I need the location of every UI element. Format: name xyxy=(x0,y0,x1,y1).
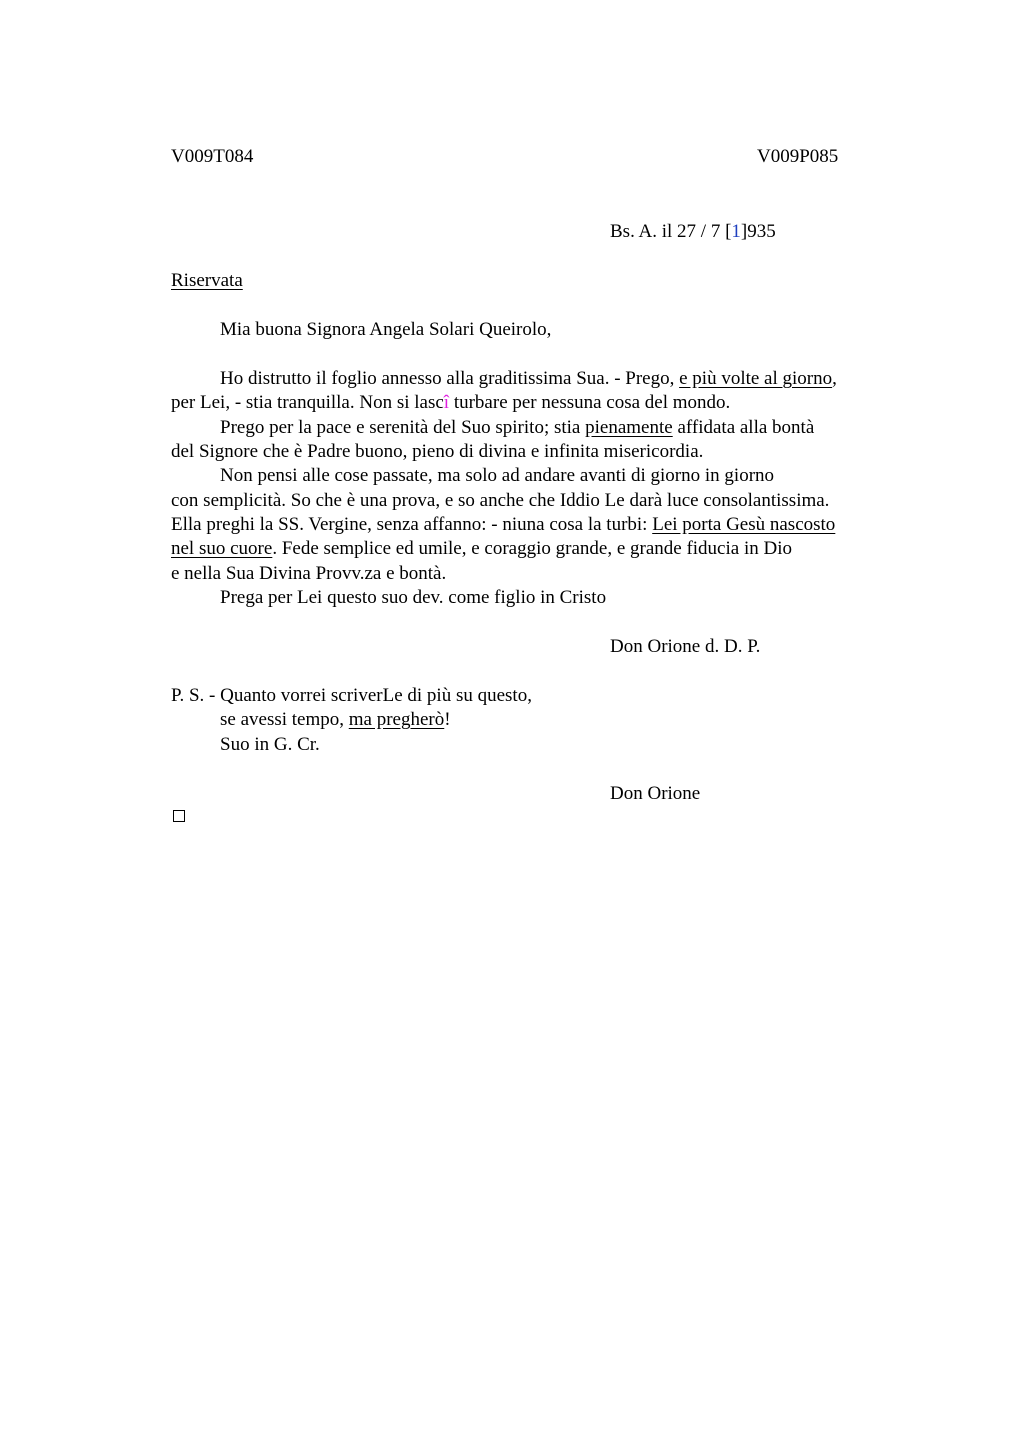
underlined-text: Lei porta Gesù nascosto xyxy=(652,514,836,535)
date-prefix: Bs. A. il 27 / 7 [ xyxy=(610,221,732,242)
date-bracket-digit: 1 xyxy=(731,221,741,242)
document-code-right: V009P085 xyxy=(757,146,839,167)
underlined-text: e più volte al giorno xyxy=(679,368,833,389)
body-line: del Signore che è Padre buono, pieno di divina e infinita misericordia. xyxy=(171,441,704,462)
checkbox-glyph-icon xyxy=(173,810,185,822)
text-span: se avessi tempo, xyxy=(220,709,349,730)
text-span: Ho distrutto il foglio annesso alla graditissima Sua. - Prego, xyxy=(220,368,680,389)
accent-mark: î xyxy=(443,392,450,413)
body-line xyxy=(220,416,814,440)
confidential-label: Riservata xyxy=(171,270,243,291)
body-line: con semplicità. So che è una prova, e so anche che Iddio Le darà luce consolantissima. xyxy=(171,490,830,511)
body-line xyxy=(171,537,792,561)
body-line: Non pensi alle cose passate, ma solo ad andare avanti di giorno in giorno xyxy=(220,465,775,486)
signature: Don Orione d. D. P. xyxy=(610,636,761,657)
document-code-left: V009T084 xyxy=(171,146,254,167)
letter-date xyxy=(610,220,776,244)
text-span: Prego per la pace e serenità del Suo spirito; stia xyxy=(220,417,586,438)
text-span: turbare per nessuna cosa del mondo. xyxy=(449,392,731,413)
body-line xyxy=(171,513,835,537)
body-line xyxy=(220,367,837,391)
body-line: Prega per Lei questo suo dev. come figlio in Cristo xyxy=(220,587,607,608)
text-span: per Lei, - stia tranquilla. Non si lasc xyxy=(171,392,444,413)
postscript-line: Suo in G. Cr. xyxy=(220,734,320,755)
salutation: Mia buona Signora Angela Solari Queirolo, xyxy=(220,319,552,340)
signature-postscript: Don Orione xyxy=(610,783,701,804)
postscript-line xyxy=(220,708,451,732)
text-span: , xyxy=(832,368,837,389)
underlined-text: ma pregherò xyxy=(348,709,445,730)
text-span: . Fede semplice ed umile, e coraggio grande, e grande fiducia in Dio xyxy=(272,538,792,559)
underlined-text: nel suo cuore xyxy=(171,538,273,559)
date-suffix: ]935 xyxy=(740,221,776,242)
text-span: affidata alla bontà xyxy=(672,417,815,438)
postscript-line: P. S. - Quanto vorrei scriverLe di più su questo, xyxy=(171,685,532,706)
body-line xyxy=(171,391,730,415)
text-span: Ella preghi la SS. Vergine, senza affanno: - niuna cosa la turbi: xyxy=(171,514,653,535)
text-span: ! xyxy=(444,709,451,730)
underlined-text: pienamente xyxy=(585,417,673,438)
body-line: e nella Sua Divina Provv.za e bontà. xyxy=(171,563,447,584)
